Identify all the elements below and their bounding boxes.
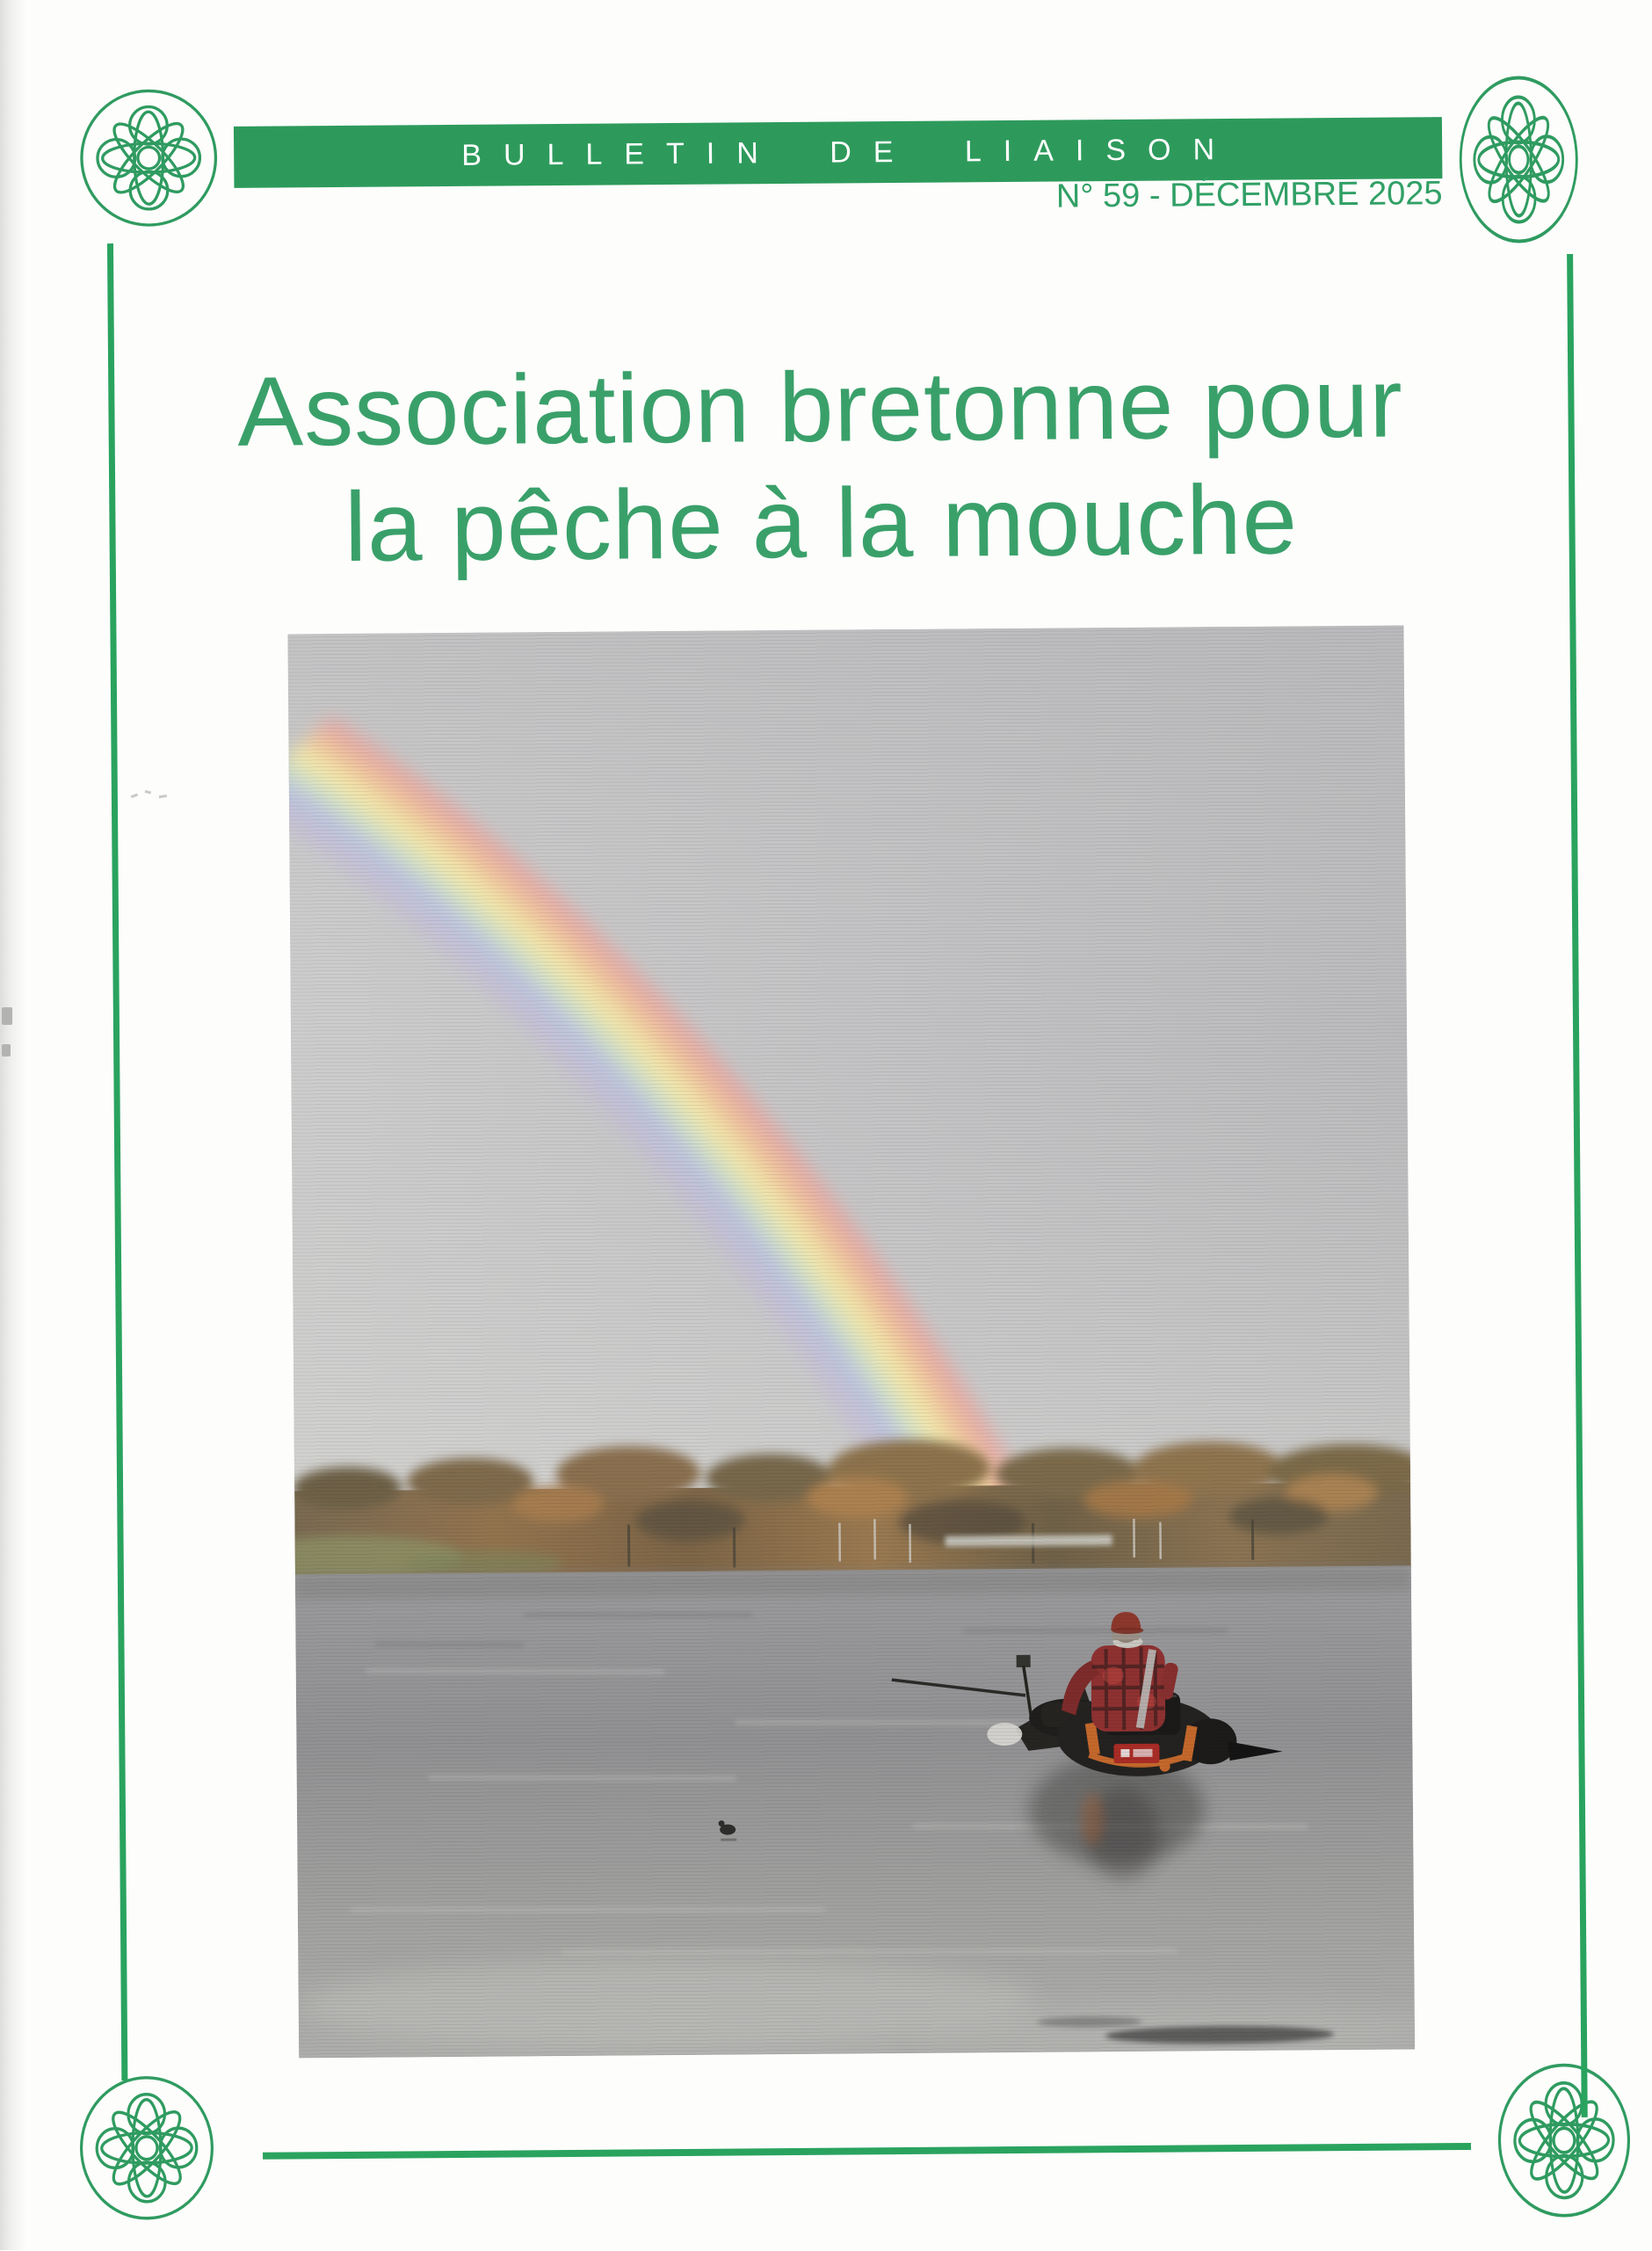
pencil-smudge bbox=[131, 788, 171, 802]
bottom-rule bbox=[263, 2143, 1471, 2160]
banner-title: BULLETIN DE LIAISON bbox=[439, 132, 1236, 172]
cover-title-line1: Association bretonne pour bbox=[11, 343, 1629, 471]
celtic-knot-icon bbox=[76, 85, 221, 230]
cover-photo bbox=[287, 625, 1415, 2058]
celtic-knot-icon bbox=[76, 2072, 217, 2224]
celtic-knot-icon bbox=[1455, 71, 1582, 248]
cover-title bbox=[11, 343, 1630, 587]
lake bbox=[295, 1565, 1415, 2058]
issue-number-date: N° 59 - DÉCEMBRE 2025 bbox=[959, 175, 1442, 216]
tube-brand-label bbox=[1113, 1744, 1159, 1763]
cover-title-line2: la pêche à la mouche bbox=[12, 459, 1630, 587]
celtic-knot-icon bbox=[1494, 2059, 1634, 2221]
shore-fence bbox=[946, 1535, 1112, 1546]
